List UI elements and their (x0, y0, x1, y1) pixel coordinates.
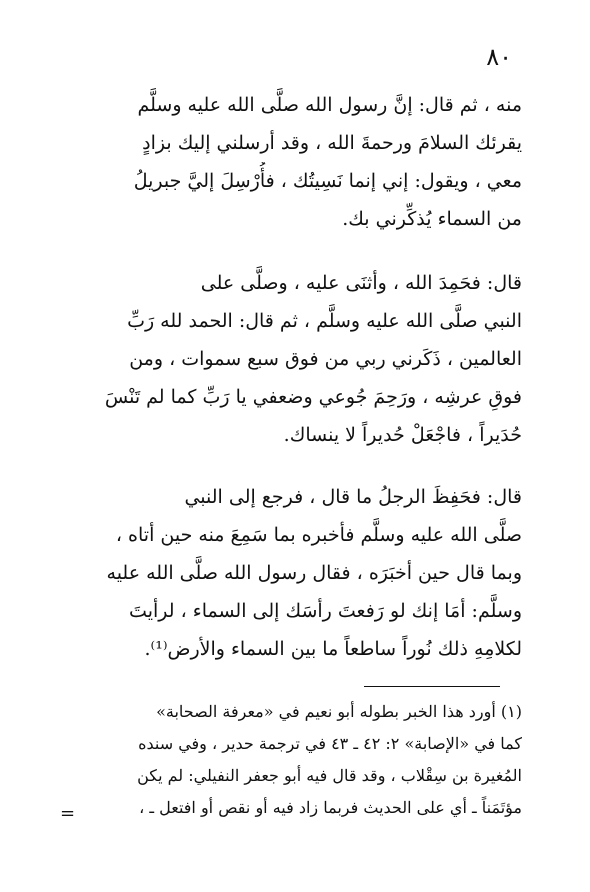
continuation-mark: = (60, 803, 76, 824)
paragraph-line: من السماء يُذكِّرني بك. (342, 208, 522, 230)
footnote-line: كما في «الإصابة» ٢: ٤٢ ـ ٤٣ في ترجمة حدير ، وفي سنده (138, 734, 522, 753)
paragraph-line: قال: فحَفِظَ الرجلُ ما قال ، فرجع إلى النبي (184, 486, 522, 508)
paragraph-line: النبي صلَّى الله عليه وسلَّم ، ثم قال: الحمد لله رَبِّ (127, 310, 522, 332)
paragraph-line: وبما قال حين أخبَرَه ، فقال رسول الله صلَّى الله عليه (106, 562, 522, 584)
footnote-line: (١) أورد هذا الخبر بطوله أبو نعيم في «معرفة الصحابة» (156, 702, 522, 721)
paragraph-line: لكلامِهِ ذلك نُوراً ساطعاً ما بين السماء والأرض⁽¹⁾. (144, 638, 522, 660)
paragraph-line: صلَّى الله عليه وسلَّم فأخبره بما سَمِعَ منه حين أتاه ، (115, 524, 522, 546)
footnote-line: المُغيرة بن سِقْلاب ، وقد قال فيه أبو جعفر النفيلي: لم يكن (137, 766, 522, 785)
paragraph-line: حُدَيراً ، فاجْعَلْ حُديراً لا ينساك. (283, 424, 522, 446)
paragraph-line: معي ، ويقول: إني إنما نَسِيتُك ، فأُرْسِلَ إليَّ جبريلُ (133, 170, 522, 192)
paragraph-line: فوقِ عرشِه ، ورَحِمَ جُوعي وضعفي يا رَبِّ كما لم تَنْسَ (104, 386, 522, 408)
paragraph-line: قال: فحَمِدَ الله ، وأثنَى عليه ، وصلَّى على (200, 272, 522, 294)
footnote-line: مؤتَمَناً ـ أي على الحديث فربما زاد فيه أو نقص أو افتعل ـ ، (139, 798, 522, 817)
paragraph-3 (62, 478, 522, 668)
paragraph-line: العالمين ، ذَكَرني ربي من فوق سبع سموات ، ومن (129, 348, 522, 370)
footnote (58, 696, 522, 824)
page-number: ٨٠ (486, 43, 512, 71)
paragraph-line: وسلَّم: أمَا إنك لو رَفعتَ رأسَك إلى السماء ، لرأيتَ (129, 600, 522, 622)
paragraph-2 (62, 264, 522, 454)
paragraph-1 (62, 86, 522, 238)
paragraph-line: يقرئك السلامَ ورحمةَ الله ، وقد أرسلني إليك بزادٍ (142, 132, 522, 154)
footnote-separator (364, 686, 500, 687)
paragraph-line: منه ، ثم قال: إنَّ رسول الله صلَّى الله عليه وسلَّم (137, 94, 522, 116)
